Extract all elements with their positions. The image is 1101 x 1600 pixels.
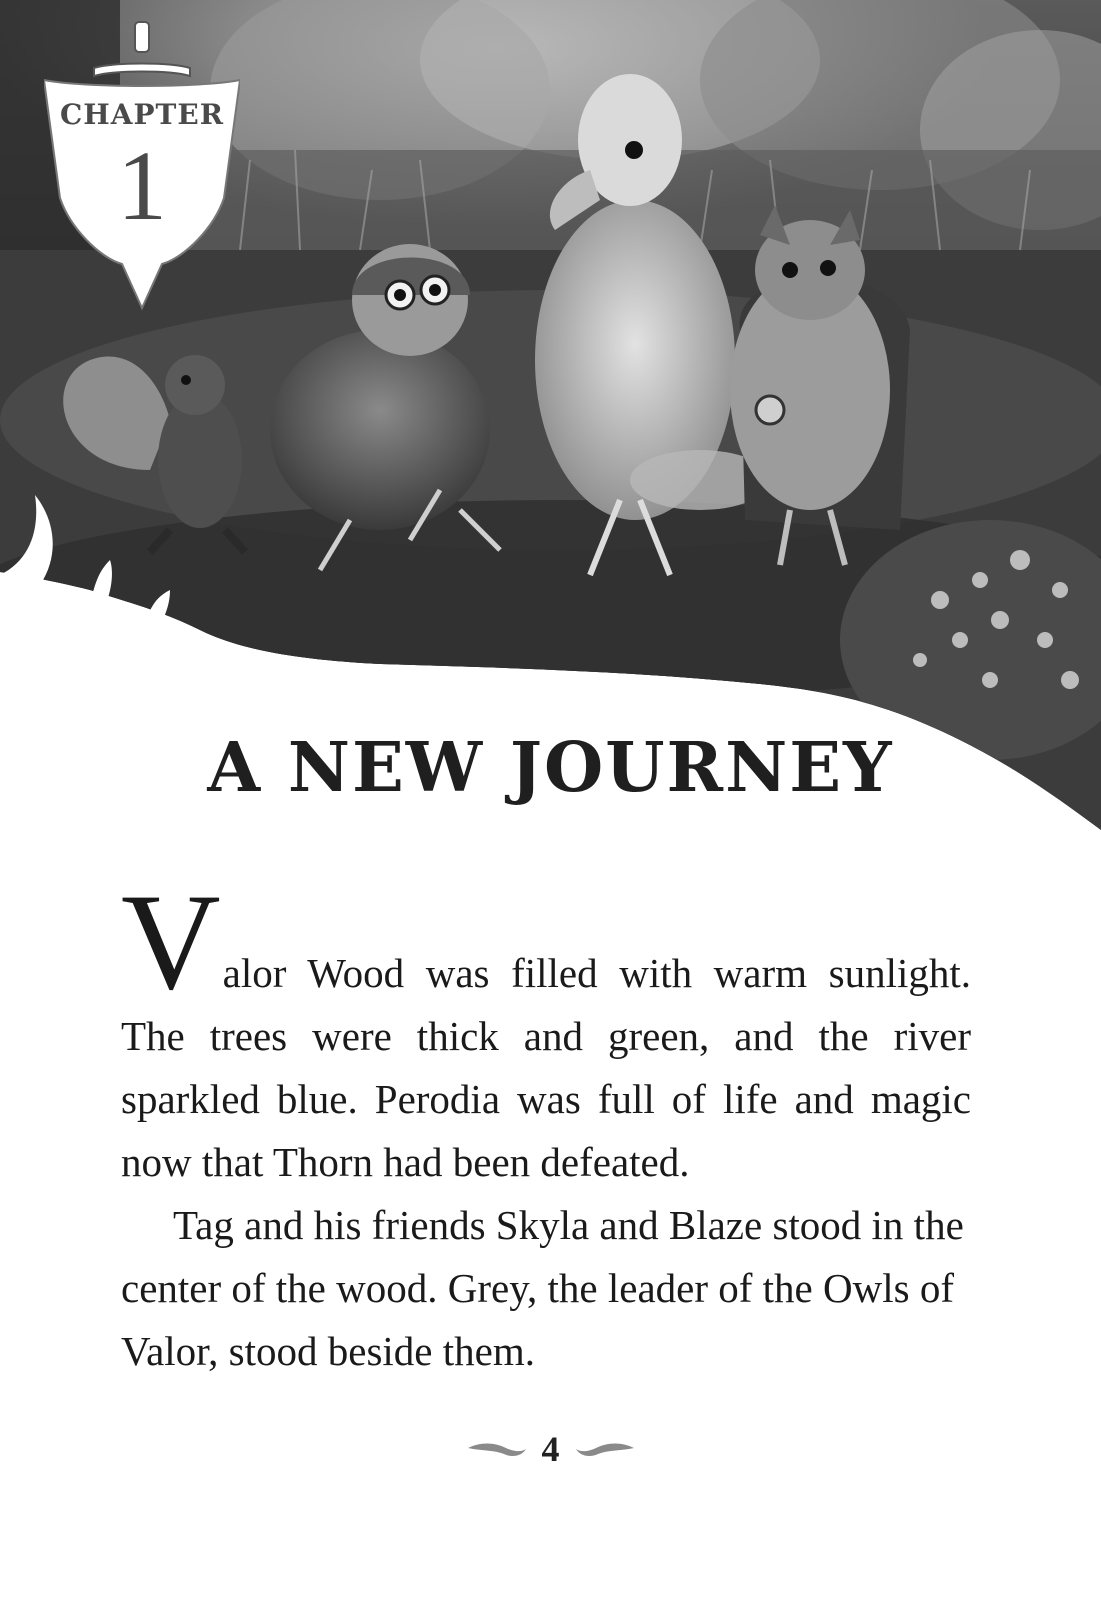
leaf-ornament-left-icon (466, 1438, 528, 1460)
chapter-label: CHAPTER (60, 98, 224, 131)
page-number: 4 (541, 1429, 560, 1469)
chapter-number: 1 (117, 130, 167, 241)
paragraph-first (121, 865, 971, 1194)
body-text (121, 865, 971, 1383)
page-footer (0, 1428, 1101, 1478)
paragraph-second: Tag and his friends Skyla and Blaze stood in the center of the wood. Grey, the leader of the Owls of Valor, stood beside them. (121, 1202, 964, 1374)
leaf-ornament-right-icon (574, 1438, 636, 1460)
drop-cap: V (121, 865, 221, 1018)
paragraph-first-text: alor Wood was filled with warm sunlight. The trees were thick and green, and the river sparkled blue. Perodia was full of life and magic now that Thorn had been defeated. (121, 950, 971, 1185)
chapter-badge (44, 18, 240, 318)
chapter-title: A NEW JOURNEY (207, 728, 894, 808)
